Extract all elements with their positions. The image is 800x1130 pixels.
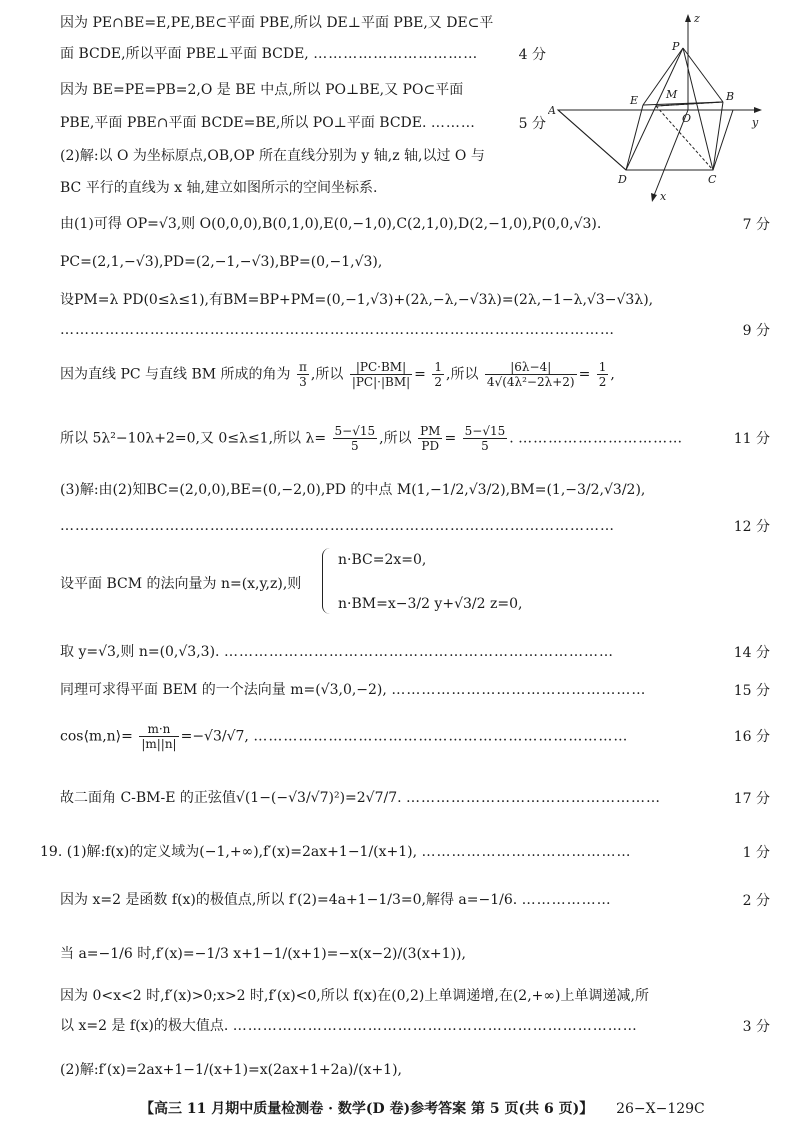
line-8: PC=(2,1,−√3),PD=(2,−1,−√3),BP=(0,−1,√3), — [60, 254, 383, 270]
score-5: 5 分 — [518, 116, 546, 132]
base-face — [558, 110, 733, 170]
score-1: 1 分 — [742, 845, 770, 861]
frac-lambda-value-2: $\frac{5-√15}{5}$ — [464, 424, 506, 453]
line-2: 面 BCDE,所以平面 PBE⊥平面 BCDE, …………………………… — [60, 46, 479, 62]
label-x: x — [660, 190, 667, 203]
frac-lambda: $\frac{|6\lambda-4|}{\text{4√(4λ²−2λ+2)}}$ — [486, 360, 575, 389]
frac-lambda-value: $\frac{5-√15}{5}$ — [334, 424, 376, 453]
line-14: 取 y=√3,则 n=(0,√3,3). …………………………………………………………………… — [60, 644, 614, 660]
label-A: A — [548, 104, 556, 117]
frac-pm-pd: $\frac{PM}{PD}$ — [420, 424, 441, 453]
line-13: 设平面 BCM 的法向量为 n=(x,y,z),则 — [60, 576, 302, 592]
line-16: cos⟨m,n⟩= $\frac{m\cdot n}{|m||n|}$ =−√3/√7, ………………………………………………………………… — [60, 722, 629, 751]
line-20: 当 a=−1/6 时,f′(x)=−1/3 x+1−1/(x+1)=−x(x−2)/(3(x+1)), — [60, 946, 466, 962]
label-B: B — [726, 90, 735, 103]
frac-cos: $\frac{|PC\cdot BM|}{|PC|\cdot|BM|}$ — [351, 360, 411, 389]
label-z: z — [694, 12, 700, 25]
frac-half-2: $\frac{1}{2}$ — [598, 360, 607, 389]
label-y: y — [752, 116, 759, 129]
label-C: C — [708, 173, 717, 186]
line-4: PBE,平面 PBE∩平面 BCDE=BE,所以 PO⊥平面 BCDE. ……… — [60, 115, 476, 131]
line-5: (2)解:以 O 为坐标原点,OB,OP 所在直线分别为 y 轴,z 轴,以过 O 与 — [60, 148, 485, 164]
line-12: (3)解:由(2)知BC=(2,0,0),BE=(0,−2,0),PD 的中点 M(1,−1/2,√3/2),BM=(1,−3/2,√3/2), — [60, 482, 646, 498]
line-9: 设PM=λ PD(0≤λ≤1),有BM=BP+PM=(0,−1,√3)+(2λ,−λ,−√3λ)=(2λ,−1−λ,√3−√3λ), — [60, 292, 654, 308]
score-11: 11 分 — [733, 431, 770, 447]
frac-cos-mn: $\frac{m\cdot n}{|m||n|}$ — [141, 722, 177, 751]
score-2: 2 分 — [742, 893, 770, 909]
footer-title: 【高三 11 月期中质量检测卷 · 数学(D 卷)参考答案 第 5 页(共 6 页)】 — [140, 1101, 594, 1117]
line-3: 因为 BE=PE=PB=2,O 是 BE 中点,所以 PO⊥BE,又 PO⊂平面 — [60, 82, 464, 98]
line-7: 由(1)可得 OP=√3,则 O(0,0,0),B(0,1,0),E(0,−1,0),C(2,1,0),D(2,−1,0),P(0,0,√3). — [60, 216, 602, 232]
score-9: 9 分 — [742, 323, 770, 339]
score-15: 15 分 — [733, 683, 770, 699]
frac-half: $\frac{1}{2}$ — [434, 360, 442, 389]
label-M: M — [666, 88, 678, 101]
page-footer — [140, 1098, 705, 1118]
score-7: 7 分 — [742, 217, 770, 233]
dots-9: ………………………………………………………………………………………………… — [60, 322, 615, 338]
line-11: 所以 5λ²−10λ+2=0,又 0≤λ≤1,所以 λ= $\frac{5-√15}{5}$ ,所以 $\frac{PM}{PD}$ = $\frac{5-√15}{5}$ . …………………………… — [60, 424, 684, 453]
line-1: 因为 PE∩BE=E,PE,BE⊂平面 PBE,所以 DE⊥平面 PBE,又 DE⊂平 — [60, 15, 494, 31]
label-P: P — [672, 40, 680, 53]
line-10: 因为直线 PC 与直线 BM 所成的角为 $\frac{\pi}{3}$ ,所以 $\frac{|PC\cdot BM|}{|PC|\cdot|BM|}$ = $\frac{1}{2}$ ,所以 $\frac{|6\lambda-4|}{\text{4√(4λ²−2λ+2)}}$ = $\frac{1}{2}$ , — [60, 360, 615, 389]
score-3: 3 分 — [742, 1019, 770, 1035]
geometry-figure — [548, 10, 768, 205]
line-21: 因为 0<x<2 时,f′(x)>0;x>2 时,f′(x)<0,所以 f(x)在(0,2)上单调递增,在(2,+∞)上单调递减,所 — [60, 988, 649, 1004]
score-16: 16 分 — [733, 729, 770, 745]
line-19: 因为 x=2 是函数 f(x)的极值点,所以 f′(2)=4a+1−1/3=0,解得 a=−1/6. ……………… — [60, 892, 612, 908]
label-D: D — [618, 173, 627, 186]
line-23: (2)解:f′(x)=2ax+1−1/(x+1)=x(2ax+1+2a)/(x+1), — [60, 1062, 403, 1078]
system-brace — [322, 548, 333, 614]
line-6: BC 平行的直线为 x 轴,建立如图所示的空间坐标系. — [60, 180, 378, 196]
frac-pi-3: $\frac{\pi}{3}$ — [299, 360, 307, 389]
dots-12: ………………………………………………………………………………………………… — [60, 518, 615, 534]
score-12: 12 分 — [733, 519, 770, 535]
line-13a: n·BC=2x=0, — [338, 552, 427, 568]
score-4: 4 分 — [518, 47, 546, 63]
label-O: O — [682, 112, 692, 125]
line-18: 19. (1)解:f(x)的定义域为(−1,+∞),f′(x)=2ax+1−1/(x+1), …………………………………… — [40, 844, 632, 860]
score-17: 17 分 — [733, 791, 770, 807]
line-22: 以 x=2 是 f(x)的极大值点. ……………………………………………………………………… — [60, 1018, 638, 1034]
line-17: 故二面角 C-BM-E 的正弦值√(1−(−√3/√7)²)=2√7/7. …………………………………………… — [60, 790, 662, 806]
line-13b: n·BM=x−3/2 y+√3/2 z=0, — [338, 596, 523, 612]
label-E: E — [630, 94, 639, 107]
score-14: 14 分 — [733, 645, 770, 661]
footer-code: 26−X−129C — [616, 1101, 705, 1117]
line-15: 同理可求得平面 BEM 的一个法向量 m=(√3,0,−2), …………………………………………… — [60, 682, 647, 698]
